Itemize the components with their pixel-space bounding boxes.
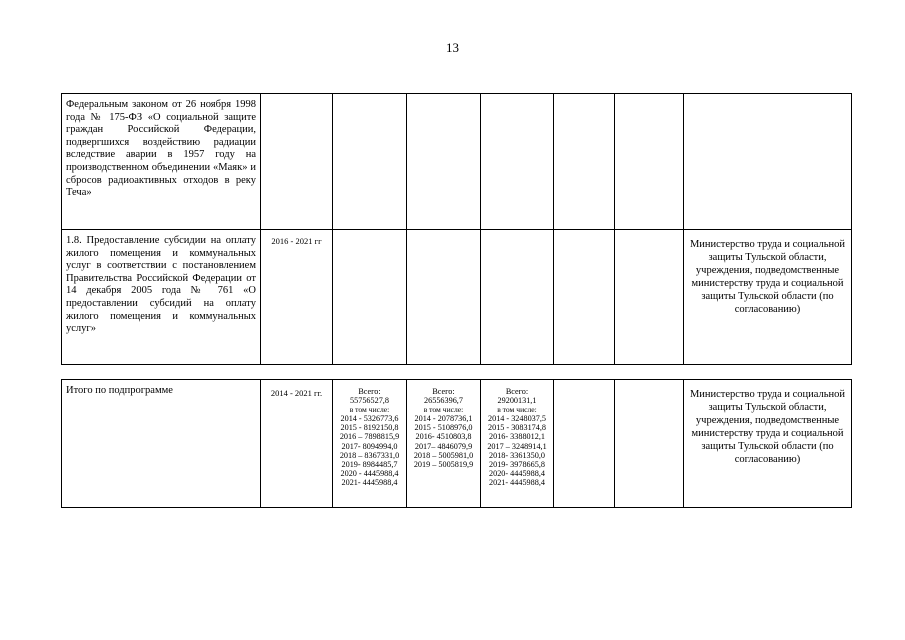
executor-cell: [684, 94, 852, 230]
funding-year-value: 2017 – 3248914,1: [487, 441, 547, 451]
funding-local-cell: [554, 380, 615, 508]
funding-year-value: 2019- 3978665,8: [489, 459, 545, 469]
funding-year-value: 2015 - 5108976,0: [414, 423, 473, 433]
funding-year-value: 2016- 4510803,8: [415, 432, 472, 442]
funding-regional-cell: [481, 94, 554, 230]
funding-total-label: Всего:: [505, 387, 529, 396]
funding-year-value: 2018- 3361350,0: [489, 450, 545, 460]
funding-total-cell: [333, 94, 407, 230]
measure-description: Федеральным законом от 26 ноября 1998 года № 175-ФЗ «О социальной защите граждан Российской Федерации, подвергшихся воздействию радиации вследствие аварии в 1957 году на производственном объединении «Маяк» и сбросов радиоактивных отходов в реку Теча»: [62, 94, 261, 230]
funding-local-cell: [554, 94, 615, 230]
funding-year-value: 2017- 8094994,0: [341, 441, 398, 451]
period-cell: [261, 94, 333, 230]
funding-other-cell: [615, 94, 684, 230]
funding-total-label: Всего:: [358, 387, 381, 396]
funding-sub-label: в том числе:: [349, 405, 390, 415]
funding-year-value: 2018 – 5005981,0: [413, 450, 474, 460]
funding-year-value: 2021- 4445988,4: [341, 477, 398, 487]
funding-year-value: 2014 - 5326773,6: [340, 414, 399, 424]
funding-year-value: 2019 – 5005819,9: [413, 459, 474, 469]
funding-total-value: 29200131,1: [497, 396, 537, 406]
funding-federal-cell: [407, 94, 481, 230]
measure-description: 1.8. Предоставление субсидии на оплату жилого помещения и коммунальных услуг в соответствии с постановлением Правительства Российской Федерации от 14 декабря 2005 года № 761 «О предоставлении субсидий на оплату жилого помещения и коммунальных услуг»: [62, 230, 261, 365]
program-table-top: [61, 93, 852, 365]
funding-year-value: 2015 - 3083174,8: [488, 423, 546, 433]
executor-cell: Министерство труда и социальной защиты Тульской области, учреждения, подведомственные министерству труда и социальной защиты Тульской области (по согласованию): [684, 230, 852, 365]
funding-total-cell: [333, 230, 407, 365]
funding-other-cell: [615, 380, 684, 508]
funding-year-value: 2014 - 3248037,5: [488, 414, 546, 424]
funding-year-value: 2014 - 2078736,1: [414, 414, 473, 424]
funding-total-value: 26556396,7: [424, 396, 463, 406]
table-row: [62, 230, 852, 365]
funding-regional-cell: [481, 230, 554, 365]
funding-total-label: Всего:: [432, 387, 455, 396]
funding-other-cell: [615, 230, 684, 365]
funding-federal-cell: [407, 230, 481, 365]
funding-local-cell: [554, 230, 615, 365]
funding-total-cell: [333, 380, 407, 508]
program-total-table: [61, 379, 852, 508]
page-number: 13: [446, 40, 459, 55]
funding-year-value: 2018 – 8367331,0: [339, 450, 400, 460]
executor-cell: Министерство труда и социальной защиты Тульской области, учреждения, подведомственные министерству труда и социальной защиты Тульской области (по согласованию): [684, 380, 852, 508]
funding-year-value: 2021- 4445988,4: [489, 477, 545, 487]
period-cell: 2016 - 2021 гг: [261, 230, 333, 365]
table-row: [62, 380, 852, 508]
funding-regional-cell: [481, 380, 554, 508]
table-row: [62, 94, 852, 230]
funding-federal-cell: [407, 380, 481, 508]
funding-sub-label: в том числе:: [423, 405, 464, 415]
funding-year-value: 2015 - 8192150,8: [340, 423, 399, 433]
funding-year-value: 2020- 4445988,4: [489, 468, 545, 478]
funding-year-value: 2019- 8984485,7: [341, 459, 398, 469]
funding-total-value: 55756527,8: [350, 396, 389, 406]
funding-year-value: 2017– 4846079,9: [414, 441, 473, 451]
funding-year-value: 2016- 3388012,1: [489, 432, 545, 442]
period-cell: 2014 - 2021 гг.: [261, 380, 333, 508]
total-label: Итого по подпрограмме: [62, 380, 261, 508]
funding-year-value: 2016 – 7898815,9: [339, 432, 400, 442]
funding-sub-label: в том числе:: [497, 405, 537, 415]
funding-year-value: 2020 - 4445988,4: [340, 468, 399, 478]
